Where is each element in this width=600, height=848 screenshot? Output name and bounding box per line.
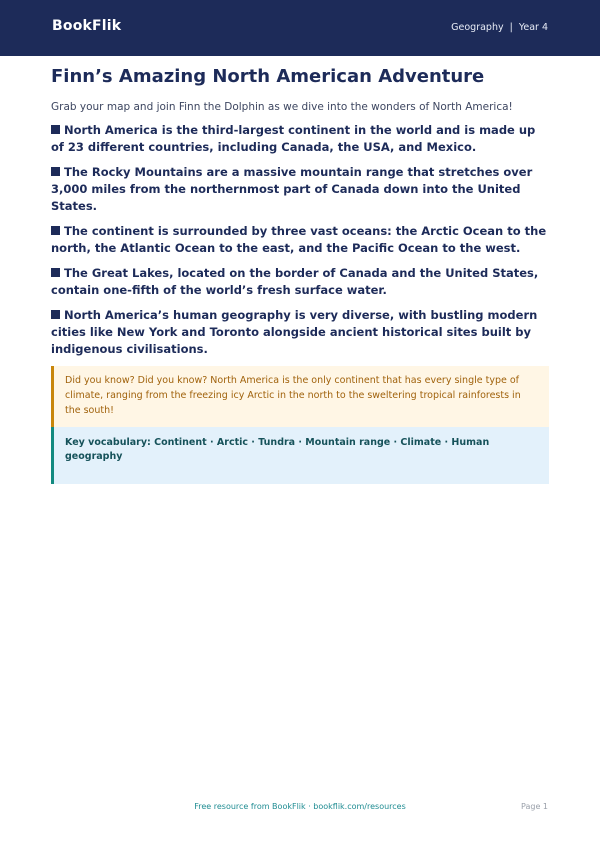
- vocabulary-text: Key vocabulary: Continent · Arctic · Tundra · Mountain range · Climate · Human geography: [65, 437, 490, 462]
- fact-text: The Rocky Mountains are a massive mountain range that stretches over 3,000 miles from the northernmost part of Canada down into the United States.: [51, 165, 533, 213]
- fact-item: [51, 223, 549, 257]
- page-number: Page 1: [521, 802, 548, 811]
- intro-text: Grab your map and join Finn the Dolphin as we dive into the wonders of North America!: [51, 101, 513, 113]
- key-vocabulary-box: [51, 427, 549, 484]
- square-bullet-icon: [51, 268, 60, 277]
- page-header: [0, 0, 600, 56]
- footer-link[interactable]: Free resource from BookFlik · bookflik.com/resources: [194, 802, 406, 811]
- fact-list: [51, 122, 549, 358]
- subject-label: Geography: [451, 22, 504, 33]
- fact-text: North America’s human geography is very diverse, with bustling modern cities like New York and Toronto alongside ancient historical sites built by indigenous civilisations.: [51, 308, 538, 356]
- meta-separator: |: [509, 22, 513, 33]
- fact-item: [51, 122, 549, 156]
- brand-logo[interactable]: BookFlik: [52, 18, 122, 34]
- year-label: Year 4: [518, 22, 548, 33]
- square-bullet-icon: [51, 226, 60, 235]
- square-bullet-icon: [51, 310, 60, 319]
- fact-item: [51, 265, 549, 299]
- square-bullet-icon: [51, 125, 60, 134]
- fact-text: The continent is surrounded by three vast oceans: the Arctic Ocean to the north, the Atlantic Ocean to the east, and the Pacific Ocean to the west.: [51, 224, 547, 255]
- fact-text: North America is the third-largest continent in the world and is made up of 23 different countries, including Canada, the USA, and Mexico.: [51, 123, 536, 154]
- fact-item: [51, 164, 549, 215]
- page-footer: [0, 802, 600, 816]
- did-you-know-callout: [51, 366, 549, 427]
- callout-text: Did you know? Did you know? North America is the only continent that has every single type of climate, ranging from the freezing icy Arctic in the north to the sweltering tropical rainforests in the south!: [65, 375, 521, 416]
- main-content: [51, 66, 549, 484]
- fact-text: The Great Lakes, located on the border of Canada and the United States, contain one-fifth of the world’s fresh surface water.: [51, 266, 539, 297]
- fact-item: [51, 307, 549, 358]
- header-meta: [451, 22, 548, 33]
- square-bullet-icon: [51, 167, 60, 176]
- page-title: Finn’s Amazing North American Adventure: [51, 66, 485, 87]
